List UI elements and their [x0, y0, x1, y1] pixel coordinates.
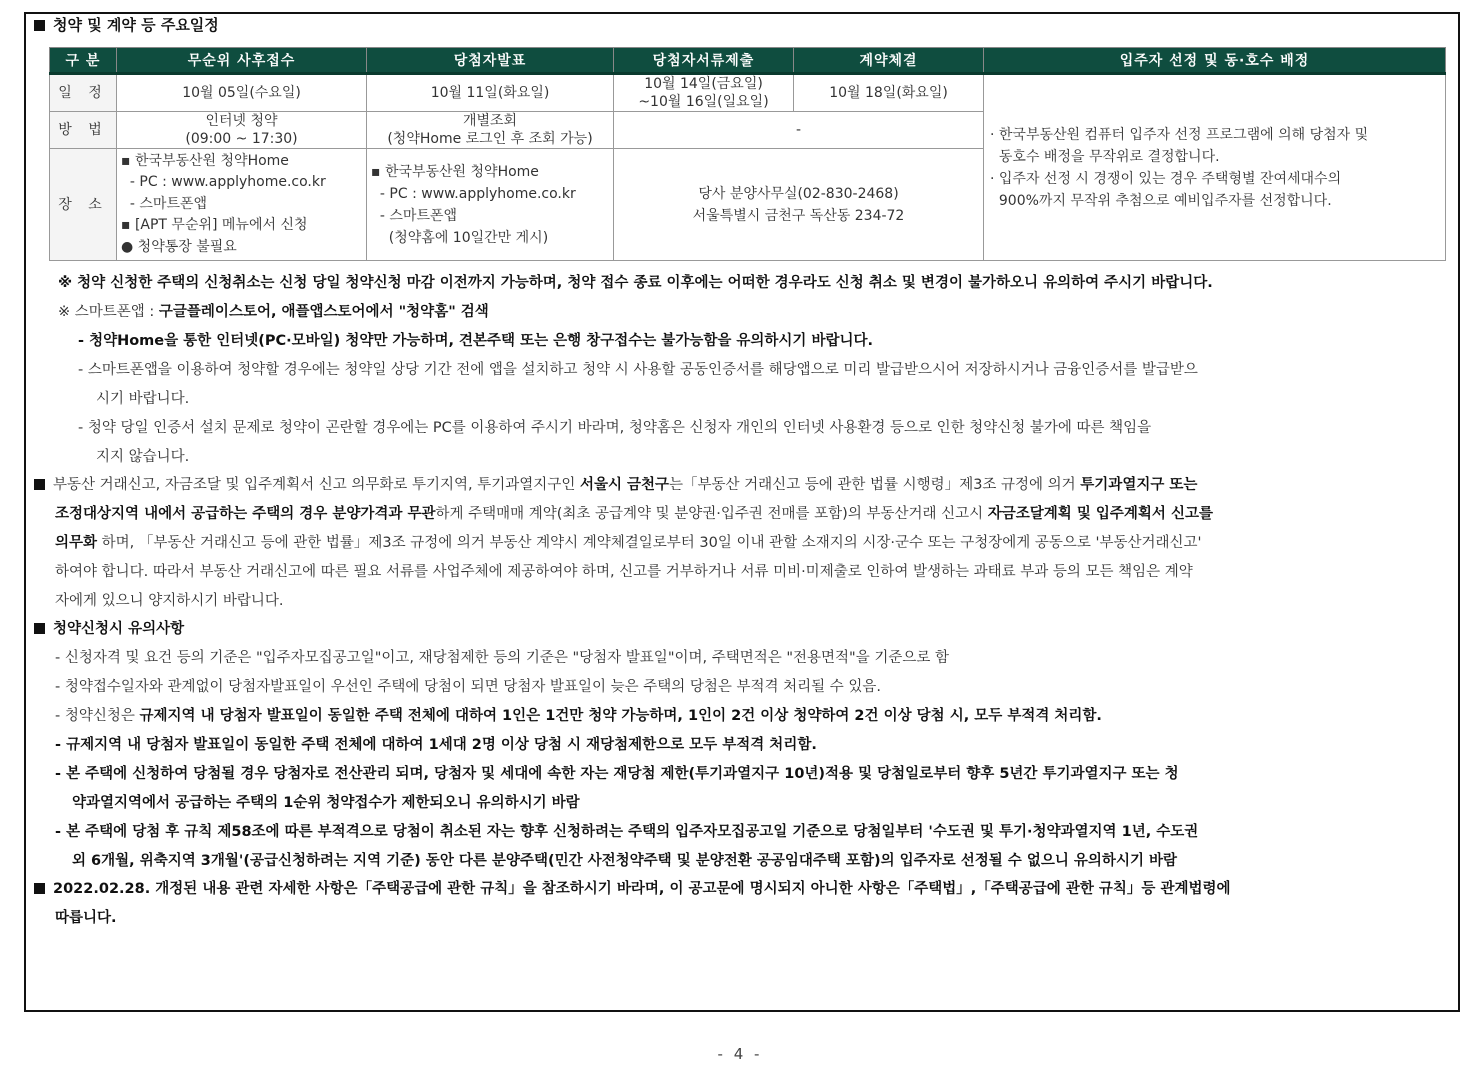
place-line: ▪ 한국부동산원 청약Home [121, 152, 289, 169]
place-line: - PC : www.applyhome.co.kr [371, 185, 576, 202]
place-line: ▪ 한국부동산원 청약Home [371, 163, 539, 180]
place-line: ▪ [APT 무순위] 메뉴에서 신청 [121, 217, 308, 234]
text-run: 규제지역 내 당첨자 발표일이 동일한 주택 전체에 대하여 1인은 1건만 청약 가능하며, 1인이 2건 이상 청약하여 2건 이상 당첨 시, 모두 부적격 처리함. [139, 708, 1102, 724]
method-cell [117, 112, 367, 149]
selection-line: · 입주자 선정 시 경쟁이 있는 경우 주택형별 잔여세대수의 [990, 170, 1342, 187]
date-cell [614, 74, 794, 112]
schedule-table [49, 47, 1446, 261]
table-header-row [50, 48, 1446, 74]
section-report-line: 자에게 있으니 양지하시기 바랍니다. [55, 593, 284, 609]
place-line: (청약홈에 10일간만 게시) [371, 229, 549, 246]
caution-item: - 신청자격 및 요건 등의 기준은 "입주자모집공고일"이고, 재당첨제한 등의 기준은 "당첨자 발표일"이며, 주택면적은 "전용면적"을 기준으로 함 [55, 650, 949, 666]
selection-line: · 한국부동산원 컴퓨터 입주자 선정 프로그램에 의해 당첨자 및 [990, 126, 1369, 143]
note-cert-line: 지지 않습니다. [96, 449, 190, 465]
row-label: 일 정 [50, 74, 117, 112]
text-run: 는「부동산 거래신고 등에 관한 법률 시행령」제3조 규정에 의거 [669, 477, 1081, 493]
method-line: (청약Home 로그인 후 조회 가능) [387, 131, 593, 147]
place-line: - 스마트폰앱 [121, 195, 208, 212]
method-cell: - [614, 112, 984, 149]
selection-line: 동호수 배정을 무작위로 결정합니다. [990, 148, 1220, 165]
text-run: 조정대상지역 내에서 공급하는 주택의 경우 분양가격과 무관 [55, 506, 436, 522]
text-run: 부동산 거래신고, 자금조달 및 입주계획서 신고 의무화로 투기지역, 투기과열지구인 [53, 477, 580, 493]
place-line: - PC : www.applyhome.co.kr [121, 174, 326, 191]
header-cell: 입주자 선정 및 동·호수 배정 [984, 48, 1446, 74]
header-cell: 구 분 [50, 48, 117, 74]
method-line: (09:00 ~ 17:30) [185, 131, 298, 147]
header-cell: 당첨자발표 [367, 48, 614, 74]
note-online-only: - 청약Home을 통한 인터넷(PC·모바일) 청약만 가능하며, 견본주택 또는 은행 창구접수는 불가능함을 유의하시기 바랍니다. [78, 333, 873, 349]
date-cell: 10월 18일(화요일) [794, 74, 984, 112]
place-cell [614, 149, 984, 261]
note-smartphone-value: 구글플레이스토어, 애플앱스토어에서 "청약홈" 검색 [158, 304, 489, 320]
place-cell [117, 149, 367, 261]
place-line: 당사 분양사무실(02-830-2468) [698, 185, 899, 202]
section-revision-line: 2022.02.28. 개정된 내용 관련 자세한 사항은「주택공급에 관한 규칙」을 참조하시기 바라며, 이 공고문에 명시되지 아니한 사항은「주택법」,「주택공급에 관한 규칙」등 관계법령에 [34, 875, 1231, 904]
section-report-line: 하여야 합니다. 따라서 부동산 거래신고에 따른 필요 서류를 사업주체에 제공하여야 하며, 신고를 거부하거나 서류 미비·미제출로 인하여 발생하는 과태료 부과 등의 모든 책임은 계약 [55, 564, 1193, 580]
note-smartphone [58, 298, 489, 327]
caution-item: 외 6개월, 위축지역 3개월'(공급신청하려는 지역 기준) 동안 다른 분양주택(민간 사전청약주택 및 분양전환 공공임대주택 포함)의 입주자로 선정될 수 없으니 유의하시기 바람 [72, 853, 1178, 869]
place-line: - 스마트폰앱 [371, 207, 458, 224]
text-run: 자금조달계획 및 입주계획서 신고를 [987, 506, 1213, 522]
date-cell: 10월 05일(수요일) [117, 74, 367, 112]
row-label: 방 법 [50, 112, 117, 149]
date-line: ~10월 16일(일요일) [638, 94, 769, 110]
text-run: - 청약신청은 [55, 708, 140, 724]
place-line: ● 청약통장 불필요 [121, 238, 237, 255]
place-line: 서울특별시 금천구 독산동 234-72 [692, 207, 905, 224]
note-smartphone-label: ※ 스마트폰앱 : [58, 304, 159, 320]
caution-item: - 본 주택에 당첨 후 규칙 제58조에 따른 부적격으로 당첨이 취소된 자는 향후 신청하려는 주택의 입주자모집공고일 기준으로 당첨일부터 '수도권 및 투기·청약과열지역 1년, 수도권 [55, 824, 1199, 840]
text-run: 투기과열지구 또는 [1080, 477, 1198, 493]
method-line: 인터넷 청약 [205, 113, 278, 129]
text-run: 의무화 [55, 535, 98, 551]
text-run: 하며, 「부동산 거래신고 등에 관한 법률」제3조 규정에 의거 부동산 계약시 계약체결일로부터 30일 이내 관할 소재지의 시장·군수 또는 구청장에게 공동으로 '부동산거래신고' [97, 535, 1202, 551]
section-revision-line: 따릅니다. [55, 910, 117, 926]
note-app-line: 시기 바랍니다. [96, 391, 190, 407]
note-cancel: ※ 청약 신청한 주택의 신청취소는 신청 당일 청약신청 마감 이전까지 가능하며, 청약 접수 종료 이후에는 어떠한 경우라도 신청 취소 및 변경이 불가하오니 유의하여 주시기 바랍니다. [58, 275, 1213, 291]
header-cell: 무순위 사후접수 [117, 48, 367, 74]
header-cell: 당첨자서류제출 [614, 48, 794, 74]
row-label: 장 소 [50, 149, 117, 261]
text-run: 하게 주택매매 계약(최초 공급계약 및 분양권·입주권 전매를 포함)의 부동산거래 신고시 [435, 506, 988, 522]
caution-item: - 규제지역 내 당첨자 발표일이 동일한 주택 전체에 대하여 1세대 2명 이상 당첨 시 재당첨제한으로 모두 부적격 처리함. [55, 737, 817, 753]
method-cell [367, 112, 614, 149]
section-report-line [55, 529, 1202, 558]
text-run: 서울시 금천구 [579, 477, 670, 493]
date-line: 10월 14일(금요일) [644, 76, 763, 92]
section-caution-title: 청약신청시 유의사항 [34, 615, 184, 644]
section-report-line [34, 471, 1197, 500]
caution-item: - 본 주택에 신청하여 당첨될 경우 당첨자로 전산관리 되며, 당첨자 및 세대에 속한 자는 재당첨 제한(투기과열지구 10년)적용 및 당첨일로부터 향후 5년간 투기과열지구 또는 청 [55, 766, 1179, 782]
note-app-line: - 스마트폰앱을 이용하여 청약할 경우에는 청약일 상당 기간 전에 앱을 설치하고 청약 시 사용할 공동인증서를 해당앱으로 미리 발급받으시어 저장하시거나 금융인증서를 발급받으 [78, 362, 1198, 378]
section-report-line [55, 500, 1213, 529]
note-cert-line: - 청약 당일 인증서 설치 문제로 청약이 곤란할 경우에는 PC를 이용하여 주시기 바라며, 청약홈은 신청자 개인의 인터넷 사용환경 등으로 인한 청약신청 불가에 따른 책임을 [78, 420, 1152, 436]
caution-item: 약과열지역에서 공급하는 주택의 1순위 청약접수가 제한되오니 유의하시기 바람 [72, 795, 580, 811]
selection-cell [984, 74, 1446, 261]
table-row-date [50, 74, 1446, 112]
section-schedule-title: 청약 및 계약 등 주요일정 [34, 14, 219, 35]
date-cell: 10월 11일(화요일) [367, 74, 614, 112]
selection-line: 900%까지 무작위 추첨으로 예비입주자를 선정합니다. [990, 192, 1332, 209]
place-cell [367, 149, 614, 261]
caution-item [55, 702, 1102, 731]
caution-item: - 청약접수일자와 관계없이 당첨자발표일이 우선인 주택에 당첨이 되면 당첨자 발표일이 늦은 주택의 당첨은 부적격 처리될 수 있음. [55, 679, 881, 695]
page-number: - 4 - [717, 1045, 763, 1063]
method-line: 개별조회 [462, 113, 518, 129]
header-cell: 계약체결 [794, 48, 984, 74]
